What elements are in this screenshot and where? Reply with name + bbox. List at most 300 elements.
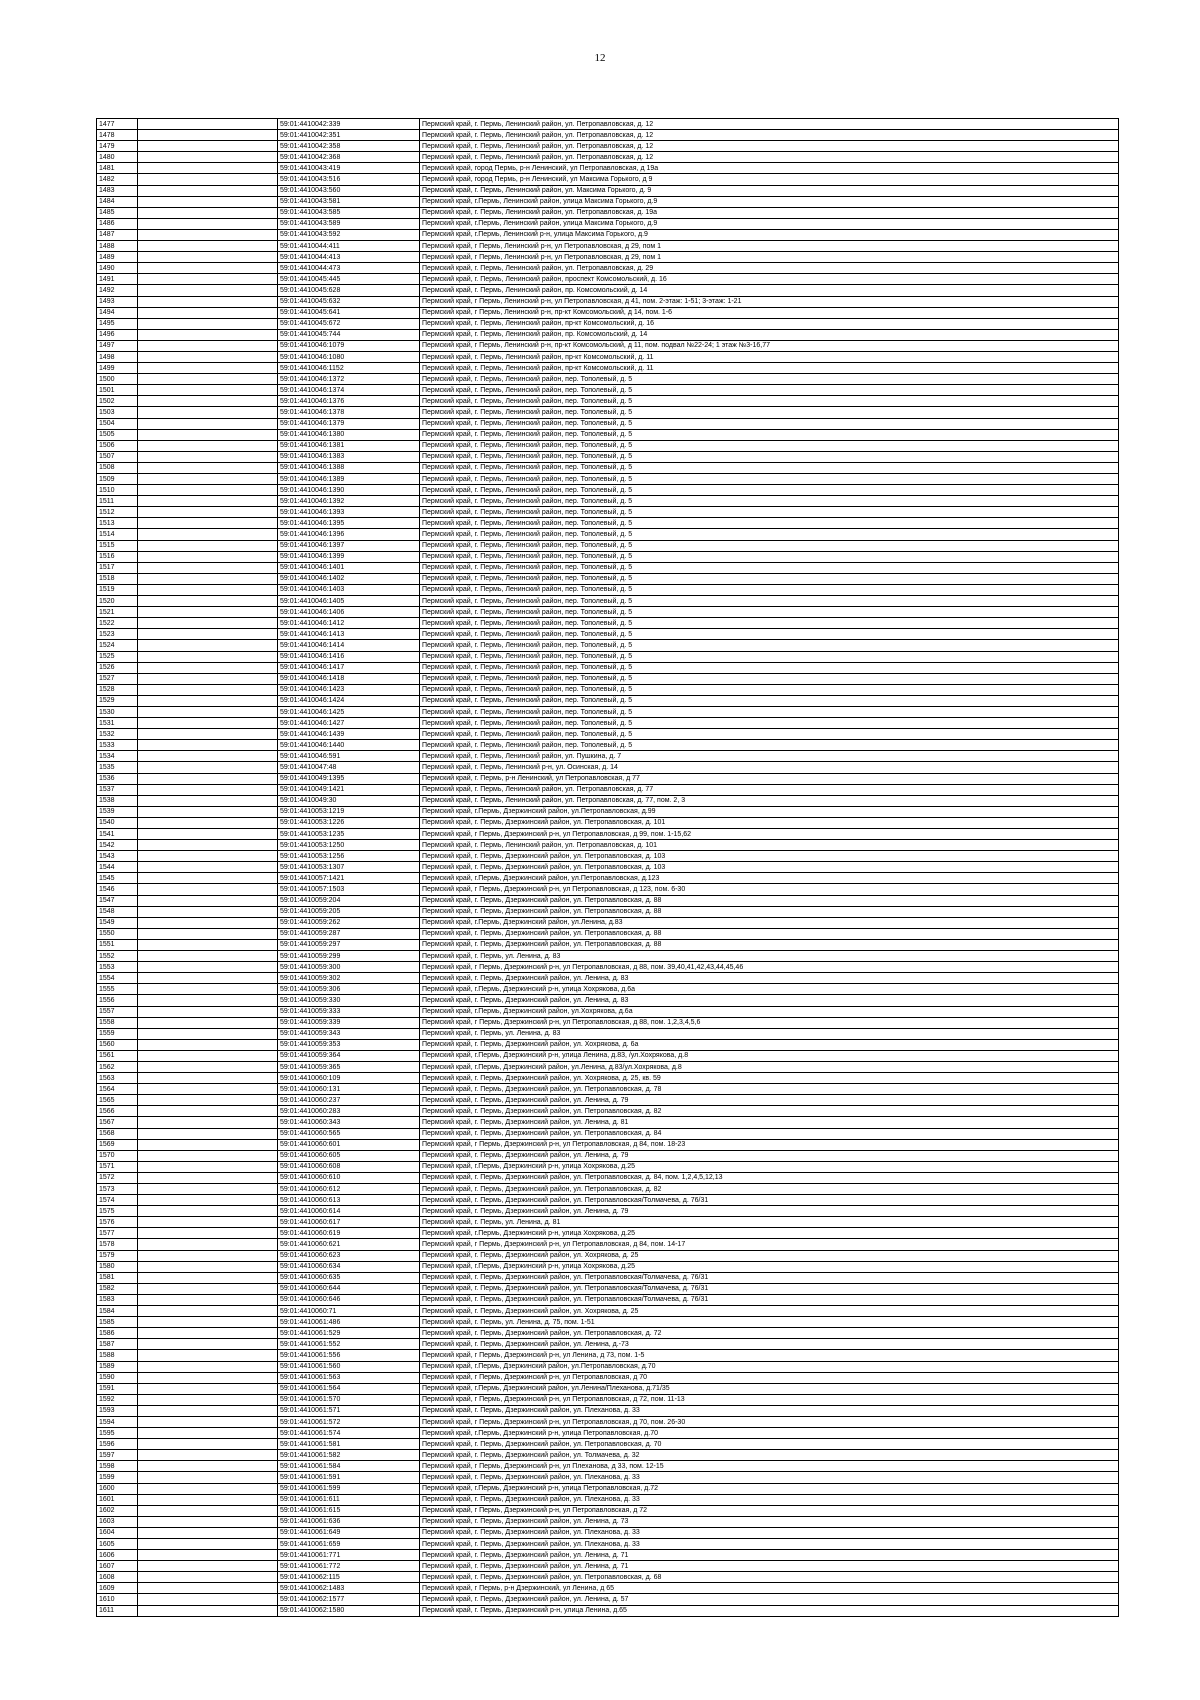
table-row: [97, 762, 1119, 773]
address-cell: Пермский край, г.Пермь, Дзержинский район, ул.Ленина, д.83: [420, 917, 1119, 928]
table-row: [97, 329, 1119, 340]
row-number-cell: 1480: [97, 152, 138, 163]
blank-cell: [138, 795, 278, 806]
blank-cell: [138, 218, 278, 229]
table-row: [97, 1483, 1119, 1494]
table-row: [97, 130, 1119, 141]
cadastral-number-cell: 59:01:4410046:1379: [278, 418, 420, 429]
cadastral-number-cell: 59:01:4410053:1226: [278, 817, 420, 828]
table-row: [97, 1195, 1119, 1206]
address-cell: Пермский край, г. Пермь, Дзержинский район, ул. Хохрякова, д. 25, кв. 59: [420, 1073, 1119, 1084]
row-number-cell: 1523: [97, 629, 138, 640]
address-cell: Пермский край, г. Пермь, Дзержинский район, ул. Плеханова, д. 33: [420, 1494, 1119, 1505]
row-number-cell: 1517: [97, 562, 138, 573]
cadastral-number-cell: 59:01:4410043:581: [278, 196, 420, 207]
table-row: [97, 474, 1119, 485]
address-cell: Пермский край, г. Пермь, Дзержинский район, ул. Петропавловская, д. 88: [420, 928, 1119, 939]
row-number-cell: 1518: [97, 573, 138, 584]
table-row: [97, 296, 1119, 307]
address-cell: Пермский край, г Пермь, Дзержинский р-н, ул Петропавловская, д 70, пом. 26-30: [420, 1416, 1119, 1427]
blank-cell: [138, 119, 278, 130]
blank-cell: [138, 640, 278, 651]
table-row: [97, 374, 1119, 385]
cadastral-number-cell: 59:01:4410045:672: [278, 318, 420, 329]
cadastral-number-cell: 59:01:4410061:582: [278, 1450, 420, 1461]
table-row: [97, 740, 1119, 751]
table-row: [97, 573, 1119, 584]
cadastral-number-cell: 59:01:4410059:353: [278, 1039, 420, 1050]
cadastral-number-cell: 59:01:4410060:610: [278, 1172, 420, 1183]
row-number-cell: 1501: [97, 385, 138, 396]
table-row: [97, 1028, 1119, 1039]
address-cell: Пермский край, г. Пермь, Дзержинский район, ул. Толмачева, д. 32: [420, 1450, 1119, 1461]
table-row: [97, 984, 1119, 995]
row-number-cell: 1527: [97, 673, 138, 684]
table-row: [97, 939, 1119, 950]
row-number-cell: 1528: [97, 684, 138, 695]
blank-cell: [138, 1150, 278, 1161]
blank-cell: [138, 285, 278, 296]
cadastral-number-cell: 59:01:4410046:1418: [278, 673, 420, 684]
row-number-cell: 1478: [97, 130, 138, 141]
blank-cell: [138, 196, 278, 207]
table-row: [97, 1217, 1119, 1228]
address-cell: Пермский край, г.Пермь, Дзержинский район, ул.Хохрякова, д.6а: [420, 1006, 1119, 1017]
address-cell: Пермский край, г. Пермь, Дзержинский район, ул. Ленина, д. 73: [420, 1516, 1119, 1527]
blank-cell: [138, 1539, 278, 1550]
cadastral-number-cell: 59:01:4410060:621: [278, 1239, 420, 1250]
blank-cell: [138, 706, 278, 717]
cadastral-number-cell: 59:01:4410059:299: [278, 951, 420, 962]
row-number-cell: 1602: [97, 1505, 138, 1516]
row-number-cell: 1516: [97, 551, 138, 562]
cadastral-number-cell: 59:01:4410042:351: [278, 130, 420, 141]
address-cell: Пермский край, г. Пермь, Дзержинский район, ул. Петропавловская/Толмачева, д. 76/31: [420, 1283, 1119, 1294]
address-cell: Пермский край, г. Пермь, ул. Ленина, д. 75, пом. 1-51: [420, 1317, 1119, 1328]
cadastral-number-cell: 59:01:4410045:744: [278, 329, 420, 340]
table-row: [97, 928, 1119, 939]
cadastral-number-cell: 59:01:4410043:589: [278, 218, 420, 229]
cadastral-number-cell: 59:01:4410053:1250: [278, 840, 420, 851]
cadastral-number-cell: 59:01:4410060:646: [278, 1294, 420, 1305]
blank-cell: [138, 1206, 278, 1217]
cadastral-number-cell: 59:01:4410043:585: [278, 207, 420, 218]
row-number-cell: 1493: [97, 296, 138, 307]
register-table: [96, 118, 1119, 1617]
cadastral-number-cell: 59:01:4410046:1439: [278, 729, 420, 740]
table-row: [97, 1350, 1119, 1361]
blank-cell: [138, 1250, 278, 1261]
address-cell: Пермский край, г Пермь, Ленинский р-н, пр-кт Комсомольский, д 14, пом. 1-6: [420, 307, 1119, 318]
cadastral-number-cell: 59:01:4410046:1376: [278, 396, 420, 407]
row-number-cell: 1569: [97, 1139, 138, 1150]
row-number-cell: 1563: [97, 1073, 138, 1084]
blank-cell: [138, 1328, 278, 1339]
blank-cell: [138, 1228, 278, 1239]
address-cell: Пермский край, г. Пермь, Дзержинский район, ул. Ленина, д. 71: [420, 1561, 1119, 1572]
table-row: [97, 1594, 1119, 1605]
address-cell: Пермский край, г. Пермь, Ленинский район, пр. Комсомольский, д. 14: [420, 285, 1119, 296]
address-cell: Пермский край, г Пермь, Дзержинский р-н, ул Ленина, д 73, пом. 1-5: [420, 1350, 1119, 1361]
cadastral-number-cell: 59:01:4410046:1390: [278, 485, 420, 496]
table-row: [97, 1150, 1119, 1161]
row-number-cell: 1558: [97, 1017, 138, 1028]
address-cell: Пермский край, г. Пермь, Ленинский район, пер. Тополевый, д. 5: [420, 451, 1119, 462]
blank-cell: [138, 130, 278, 141]
cadastral-number-cell: 59:01:4410060:131: [278, 1084, 420, 1095]
row-number-cell: 1567: [97, 1117, 138, 1128]
address-cell: Пермский край, г. Пермь, Ленинский район, пер. Тополевый, д. 5: [420, 429, 1119, 440]
row-number-cell: 1532: [97, 729, 138, 740]
cadastral-number-cell: 59:01:4410046:1416: [278, 651, 420, 662]
cadastral-number-cell: 59:01:4410045:445: [278, 274, 420, 285]
blank-cell: [138, 840, 278, 851]
address-cell: Пермский край, г. Пермь, Ленинский район, пер. Тополевый, д. 5: [420, 695, 1119, 706]
table-row: [97, 673, 1119, 684]
row-number-cell: 1498: [97, 351, 138, 362]
row-number-cell: 1497: [97, 340, 138, 351]
row-number-cell: 1608: [97, 1572, 138, 1583]
row-number-cell: 1540: [97, 817, 138, 828]
address-cell: Пермский край, г. Пермь, Ленинский район, пер. Тополевый, д. 5: [420, 706, 1119, 717]
table-row: [97, 851, 1119, 862]
row-number-cell: 1488: [97, 241, 138, 252]
cadastral-number-cell: 59:01:4410046:1389: [278, 474, 420, 485]
blank-cell: [138, 1483, 278, 1494]
address-cell: Пермский край, г. Пермь, Ленинский район, пер. Тополевый, д. 5: [420, 551, 1119, 562]
blank-cell: [138, 806, 278, 817]
blank-cell: [138, 584, 278, 595]
row-number-cell: 1589: [97, 1361, 138, 1372]
blank-cell: [138, 1128, 278, 1139]
blank-cell: [138, 1494, 278, 1505]
cadastral-number-cell: 59:01:4410060:612: [278, 1184, 420, 1195]
cadastral-number-cell: 59:01:4410060:608: [278, 1161, 420, 1172]
row-number-cell: 1597: [97, 1450, 138, 1461]
table-row: [97, 651, 1119, 662]
blank-cell: [138, 1394, 278, 1405]
row-number-cell: 1514: [97, 529, 138, 540]
cadastral-number-cell: 59:01:4410060:634: [278, 1261, 420, 1272]
blank-cell: [138, 562, 278, 573]
address-cell: Пермский край, г. Пермь, Дзержинский район, ул. Петропавловская, д. 88: [420, 895, 1119, 906]
cadastral-number-cell: 59:01:4410049:1421: [278, 784, 420, 795]
table-row: [97, 817, 1119, 828]
table-row: [97, 1272, 1119, 1283]
table-row: [97, 1084, 1119, 1095]
cadastral-number-cell: 59:01:4410045:641: [278, 307, 420, 318]
address-cell: Пермский край, г Пермь, Дзержинский р-н, ул Петропавловская, д 72, пом. 11-13: [420, 1394, 1119, 1405]
address-cell: Пермский край, г. Пермь, Ленинский район, пер. Тополевый, д. 5: [420, 740, 1119, 751]
table-row: [97, 562, 1119, 573]
blank-cell: [138, 1405, 278, 1416]
blank-cell: [138, 440, 278, 451]
blank-cell: [138, 729, 278, 740]
blank-cell: [138, 928, 278, 939]
blank-cell: [138, 418, 278, 429]
row-number-cell: 1560: [97, 1039, 138, 1050]
blank-cell: [138, 329, 278, 340]
cadastral-number-cell: 59:01:4410061:556: [278, 1350, 420, 1361]
address-cell: Пермский край, г.Пермь, Дзержинский район, ул.Ленина/Плеханова, д.71/35: [420, 1383, 1119, 1394]
blank-cell: [138, 1461, 278, 1472]
row-number-cell: 1522: [97, 618, 138, 629]
table-row: [97, 152, 1119, 163]
cadastral-number-cell: 59:01:4410046:1383: [278, 451, 420, 462]
table-row: [97, 1494, 1119, 1505]
blank-cell: [138, 607, 278, 618]
row-number-cell: 1573: [97, 1184, 138, 1195]
row-number-cell: 1598: [97, 1461, 138, 1472]
blank-cell: [138, 1261, 278, 1272]
table-row: [97, 141, 1119, 152]
cadastral-number-cell: 59:01:4410044:411: [278, 241, 420, 252]
table-row: [97, 1006, 1119, 1017]
row-number-cell: 1499: [97, 363, 138, 374]
table-row: [97, 307, 1119, 318]
row-number-cell: 1551: [97, 939, 138, 950]
row-number-cell: 1495: [97, 318, 138, 329]
address-cell: Пермский край, г.Пермь, Дзержинский р-н, улица Хохрякова, д.25: [420, 1261, 1119, 1272]
cadastral-number-cell: 59:01:4410059:204: [278, 895, 420, 906]
address-cell: Пермский край, г. Пермь, Ленинский район, пер. Тополевый, д. 5: [420, 407, 1119, 418]
address-cell: Пермский край, г. Пермь, Ленинский район, пер. Тополевый, д. 5: [420, 584, 1119, 595]
address-cell: Пермский край, г. Пермь, Дзержинский район, ул. Петропавловская, д. 88: [420, 939, 1119, 950]
row-number-cell: 1596: [97, 1439, 138, 1450]
address-cell: Пермский край, г. Пермь, ул. Ленина, д. 83: [420, 1028, 1119, 1039]
blank-cell: [138, 1439, 278, 1450]
blank-cell: [138, 1095, 278, 1106]
blank-cell: [138, 1527, 278, 1538]
address-cell: Пермский край, г. Пермь, Дзержинский район, ул. Петропавловская, д. 78: [420, 1084, 1119, 1095]
blank-cell: [138, 1061, 278, 1072]
row-number-cell: 1562: [97, 1061, 138, 1072]
row-number-cell: 1536: [97, 773, 138, 784]
address-cell: Пермский край, г. Пермь, Дзержинский район, ул. Хохрякова, д. 25: [420, 1250, 1119, 1261]
row-number-cell: 1542: [97, 840, 138, 851]
cadastral-number-cell: 59:01:4410046:1395: [278, 518, 420, 529]
table-row: [97, 174, 1119, 185]
table-row: [97, 640, 1119, 651]
blank-cell: [138, 1073, 278, 1084]
row-number-cell: 1586: [97, 1328, 138, 1339]
row-number-cell: 1490: [97, 263, 138, 274]
table-row: [97, 363, 1119, 374]
row-number-cell: 1572: [97, 1172, 138, 1183]
cadastral-number-cell: 59:01:4410042:358: [278, 141, 420, 152]
row-number-cell: 1538: [97, 795, 138, 806]
table-row: [97, 1250, 1119, 1261]
address-cell: Пермский край, г. Пермь, ул. Ленина, д. 83: [420, 951, 1119, 962]
cadastral-number-cell: 59:01:4410059:297: [278, 939, 420, 950]
cadastral-number-cell: 59:01:4410060:343: [278, 1117, 420, 1128]
address-cell: Пермский край, г Пермь, Ленинский р-н, ул Петропавловская, д 29, пом 1: [420, 252, 1119, 263]
address-cell: Пермский край, г. Пермь, Дзержинский район, ул. Петропавловская/Толмачева, д. 76/31: [420, 1294, 1119, 1305]
cadastral-number-cell: 59:01:4410046:591: [278, 751, 420, 762]
address-cell: Пермский край, г Пермь, Ленинский р-н, пр-кт Комсомольский, д 11, пом. подвал №22-24; 1 этаж №3-16,77: [420, 340, 1119, 351]
address-cell: Пермский край, г. Пермь, Ленинский район, ул. Петропавловская, д. 77: [420, 784, 1119, 795]
table-row: [97, 1428, 1119, 1439]
blank-cell: [138, 1361, 278, 1372]
row-number-cell: 1561: [97, 1050, 138, 1061]
blank-cell: [138, 906, 278, 917]
address-cell: Пермский край, г. Пермь, Ленинский район, пер. Тополевый, д. 5: [420, 718, 1119, 729]
address-cell: Пермский край, г. Пермь, Ленинский район, пер. Тополевый, д. 5: [420, 396, 1119, 407]
address-cell: Пермский край, г.Пермь, Дзержинский район, ул.Ленина, д.83/ул.Хохрякова, д.8: [420, 1061, 1119, 1072]
blank-cell: [138, 884, 278, 895]
blank-cell: [138, 429, 278, 440]
table-row: [97, 252, 1119, 263]
blank-cell: [138, 141, 278, 152]
row-number-cell: 1483: [97, 185, 138, 196]
cadastral-number-cell: 59:01:4410053:1219: [278, 806, 420, 817]
address-cell: Пермский край, г. Пермь, Ленинский район, пер. Тополевый, д. 5: [420, 440, 1119, 451]
row-number-cell: 1486: [97, 218, 138, 229]
row-number-cell: 1477: [97, 119, 138, 130]
table-row: [97, 806, 1119, 817]
table-row: [97, 1361, 1119, 1372]
row-number-cell: 1481: [97, 163, 138, 174]
table-row: [97, 518, 1119, 529]
row-number-cell: 1548: [97, 906, 138, 917]
cadastral-number-cell: 59:01:4410059:287: [278, 928, 420, 939]
cadastral-number-cell: 59:01:4410046:1392: [278, 496, 420, 507]
row-number-cell: 1582: [97, 1283, 138, 1294]
cadastral-number-cell: 59:01:4410059:306: [278, 984, 420, 995]
cadastral-number-cell: 59:01:4410062:1580: [278, 1605, 420, 1616]
table-row: [97, 1383, 1119, 1394]
table-row: [97, 119, 1119, 130]
blank-cell: [138, 829, 278, 840]
row-number-cell: 1521: [97, 607, 138, 618]
table-row: [97, 485, 1119, 496]
address-cell: Пермский край, г.Пермь, Ленинский р-н, улица Максима Горького, д.9: [420, 229, 1119, 240]
address-cell: Пермский край, г.Пермь, Дзержинский район, ул.Петропавловская, д.99: [420, 806, 1119, 817]
table-row: [97, 1516, 1119, 1527]
table-row: [97, 1106, 1119, 1117]
address-cell: Пермский край, город Пермь, р-н Ленинский, ул Максима Горького, д 9: [420, 174, 1119, 185]
table-row: [97, 706, 1119, 717]
cadastral-number-cell: 59:01:4410061:560: [278, 1361, 420, 1372]
cadastral-number-cell: 59:01:4410059:205: [278, 906, 420, 917]
blank-cell: [138, 1283, 278, 1294]
cadastral-number-cell: 59:01:4410046:1427: [278, 718, 420, 729]
cadastral-number-cell: 59:01:4410046:1152: [278, 363, 420, 374]
address-cell: Пермский край, г.Пермь, Дзержинский р-н, улица Хохрякова, д.6а: [420, 984, 1119, 995]
address-cell: Пермский край, г. Пермь, Дзержинский район, ул. Петропавловская, д. 70: [420, 1439, 1119, 1450]
blank-cell: [138, 1028, 278, 1039]
cadastral-number-cell: 59:01:4410053:1307: [278, 862, 420, 873]
row-number-cell: 1533: [97, 740, 138, 751]
row-number-cell: 1579: [97, 1250, 138, 1261]
cadastral-number-cell: 59:01:4410060:613: [278, 1195, 420, 1206]
blank-cell: [138, 1172, 278, 1183]
blank-cell: [138, 1505, 278, 1516]
row-number-cell: 1593: [97, 1405, 138, 1416]
table-row: [97, 218, 1119, 229]
row-number-cell: 1485: [97, 207, 138, 218]
cadastral-number-cell: 59:01:4410046:1403: [278, 584, 420, 595]
cadastral-number-cell: 59:01:4410062:115: [278, 1572, 420, 1583]
row-number-cell: 1530: [97, 706, 138, 717]
table-row: [97, 584, 1119, 595]
address-cell: Пермский край, г. Пермь, Дзержинский район, ул. Хохрякова, д. 25: [420, 1306, 1119, 1317]
table-row: [97, 1505, 1119, 1516]
address-cell: Пермский край, г Пермь, Ленинский р-н, ул Петропавловская, д 41, пом. 2-этаж: 1-51; 3-этаж: 1-21: [420, 296, 1119, 307]
cadastral-number-cell: 59:01:4410061:636: [278, 1516, 420, 1527]
address-cell: Пермский край, г. Пермь, Ленинский район, пер. Тополевый, д. 5: [420, 540, 1119, 551]
blank-cell: [138, 451, 278, 462]
row-number-cell: 1610: [97, 1594, 138, 1605]
table-row: [97, 917, 1119, 928]
address-cell: Пермский край, г. Пермь, Ленинский район, пер. Тополевый, д. 5: [420, 562, 1119, 573]
blank-cell: [138, 174, 278, 185]
address-cell: Пермский край, г. Пермь, Ленинский район, ул. Петропавловская, д. 101: [420, 840, 1119, 851]
table-row: [97, 1283, 1119, 1294]
address-cell: Пермский край, г. Пермь, Ленинский район, пр. Комсомольский, д. 14: [420, 329, 1119, 340]
table-row: [97, 1539, 1119, 1550]
row-number-cell: 1607: [97, 1561, 138, 1572]
cadastral-number-cell: 59:01:4410060:644: [278, 1283, 420, 1294]
row-number-cell: 1554: [97, 973, 138, 984]
blank-cell: [138, 895, 278, 906]
address-cell: Пермский край, г. Пермь, Ленинский район, пер. Тополевый, д. 5: [420, 418, 1119, 429]
cadastral-number-cell: 59:01:4410060:71: [278, 1306, 420, 1317]
blank-cell: [138, 462, 278, 473]
table-row: [97, 840, 1119, 851]
cadastral-number-cell: 59:01:4410049:30: [278, 795, 420, 806]
address-cell: Пермский край, г. Пермь, Ленинский район, пер. Тополевый, д. 5: [420, 529, 1119, 540]
table-row: [97, 895, 1119, 906]
address-cell: Пермский край, г. Пермь, Дзержинский район, ул. Петропавловская, д. 84, пом. 1,2,4,5,12,13: [420, 1172, 1119, 1183]
address-cell: Пермский край, г. Пермь, Дзержинский р-н, улица Ленина, д.65: [420, 1605, 1119, 1616]
table-row: [97, 962, 1119, 973]
blank-cell: [138, 1272, 278, 1283]
cadastral-number-cell: 59:01:4410049:1395: [278, 773, 420, 784]
cadastral-number-cell: 59:01:4410061:571: [278, 1405, 420, 1416]
blank-cell: [138, 529, 278, 540]
address-cell: Пермский край, г.Пермь, Дзержинский район, ул.Петропавловская, д.123: [420, 873, 1119, 884]
cadastral-number-cell: 59:01:4410053:1256: [278, 851, 420, 862]
page-number: 12: [594, 52, 606, 64]
blank-cell: [138, 762, 278, 773]
row-number-cell: 1556: [97, 995, 138, 1006]
cadastral-number-cell: 59:01:4410061:771: [278, 1550, 420, 1561]
address-cell: Пермский край, г. Пермь, Дзержинский район, ул. Петропавловская, д. 103: [420, 851, 1119, 862]
row-number-cell: 1508: [97, 462, 138, 473]
table-row: [97, 1317, 1119, 1328]
table-row: [97, 551, 1119, 562]
blank-cell: [138, 396, 278, 407]
address-cell: Пермский край, г. Пермь, р-н Ленинский, ул Петропавловская, д 77: [420, 773, 1119, 784]
blank-cell: [138, 1605, 278, 1616]
row-number-cell: 1587: [97, 1339, 138, 1350]
blank-cell: [138, 1594, 278, 1605]
blank-cell: [138, 1561, 278, 1572]
cadastral-number-cell: 59:01:4410061:772: [278, 1561, 420, 1572]
blank-cell: [138, 651, 278, 662]
cadastral-number-cell: 59:01:4410046:1406: [278, 607, 420, 618]
address-cell: Пермский край, г Пермь, Дзержинский р-н, ул Петропавловская, д 88, пом. 39,40,41,42,43,44,45,46: [420, 962, 1119, 973]
address-cell: Пермский край, г Пермь, Дзержинский р-н, ул Петропавловская, д 84, пом. 14-17: [420, 1239, 1119, 1250]
row-number-cell: 1580: [97, 1261, 138, 1272]
cadastral-number-cell: 59:01:4410046:1399: [278, 551, 420, 562]
cadastral-number-cell: 59:01:4410060:565: [278, 1128, 420, 1139]
row-number-cell: 1583: [97, 1294, 138, 1305]
table-row: [97, 1017, 1119, 1028]
address-cell: Пермский край, г.Пермь, Дзержинский р-н, улица Хохрякова, д.25: [420, 1228, 1119, 1239]
address-cell: Пермский край, г. Пермь, Дзержинский район, ул. Петропавловская, д. 68: [420, 1572, 1119, 1583]
